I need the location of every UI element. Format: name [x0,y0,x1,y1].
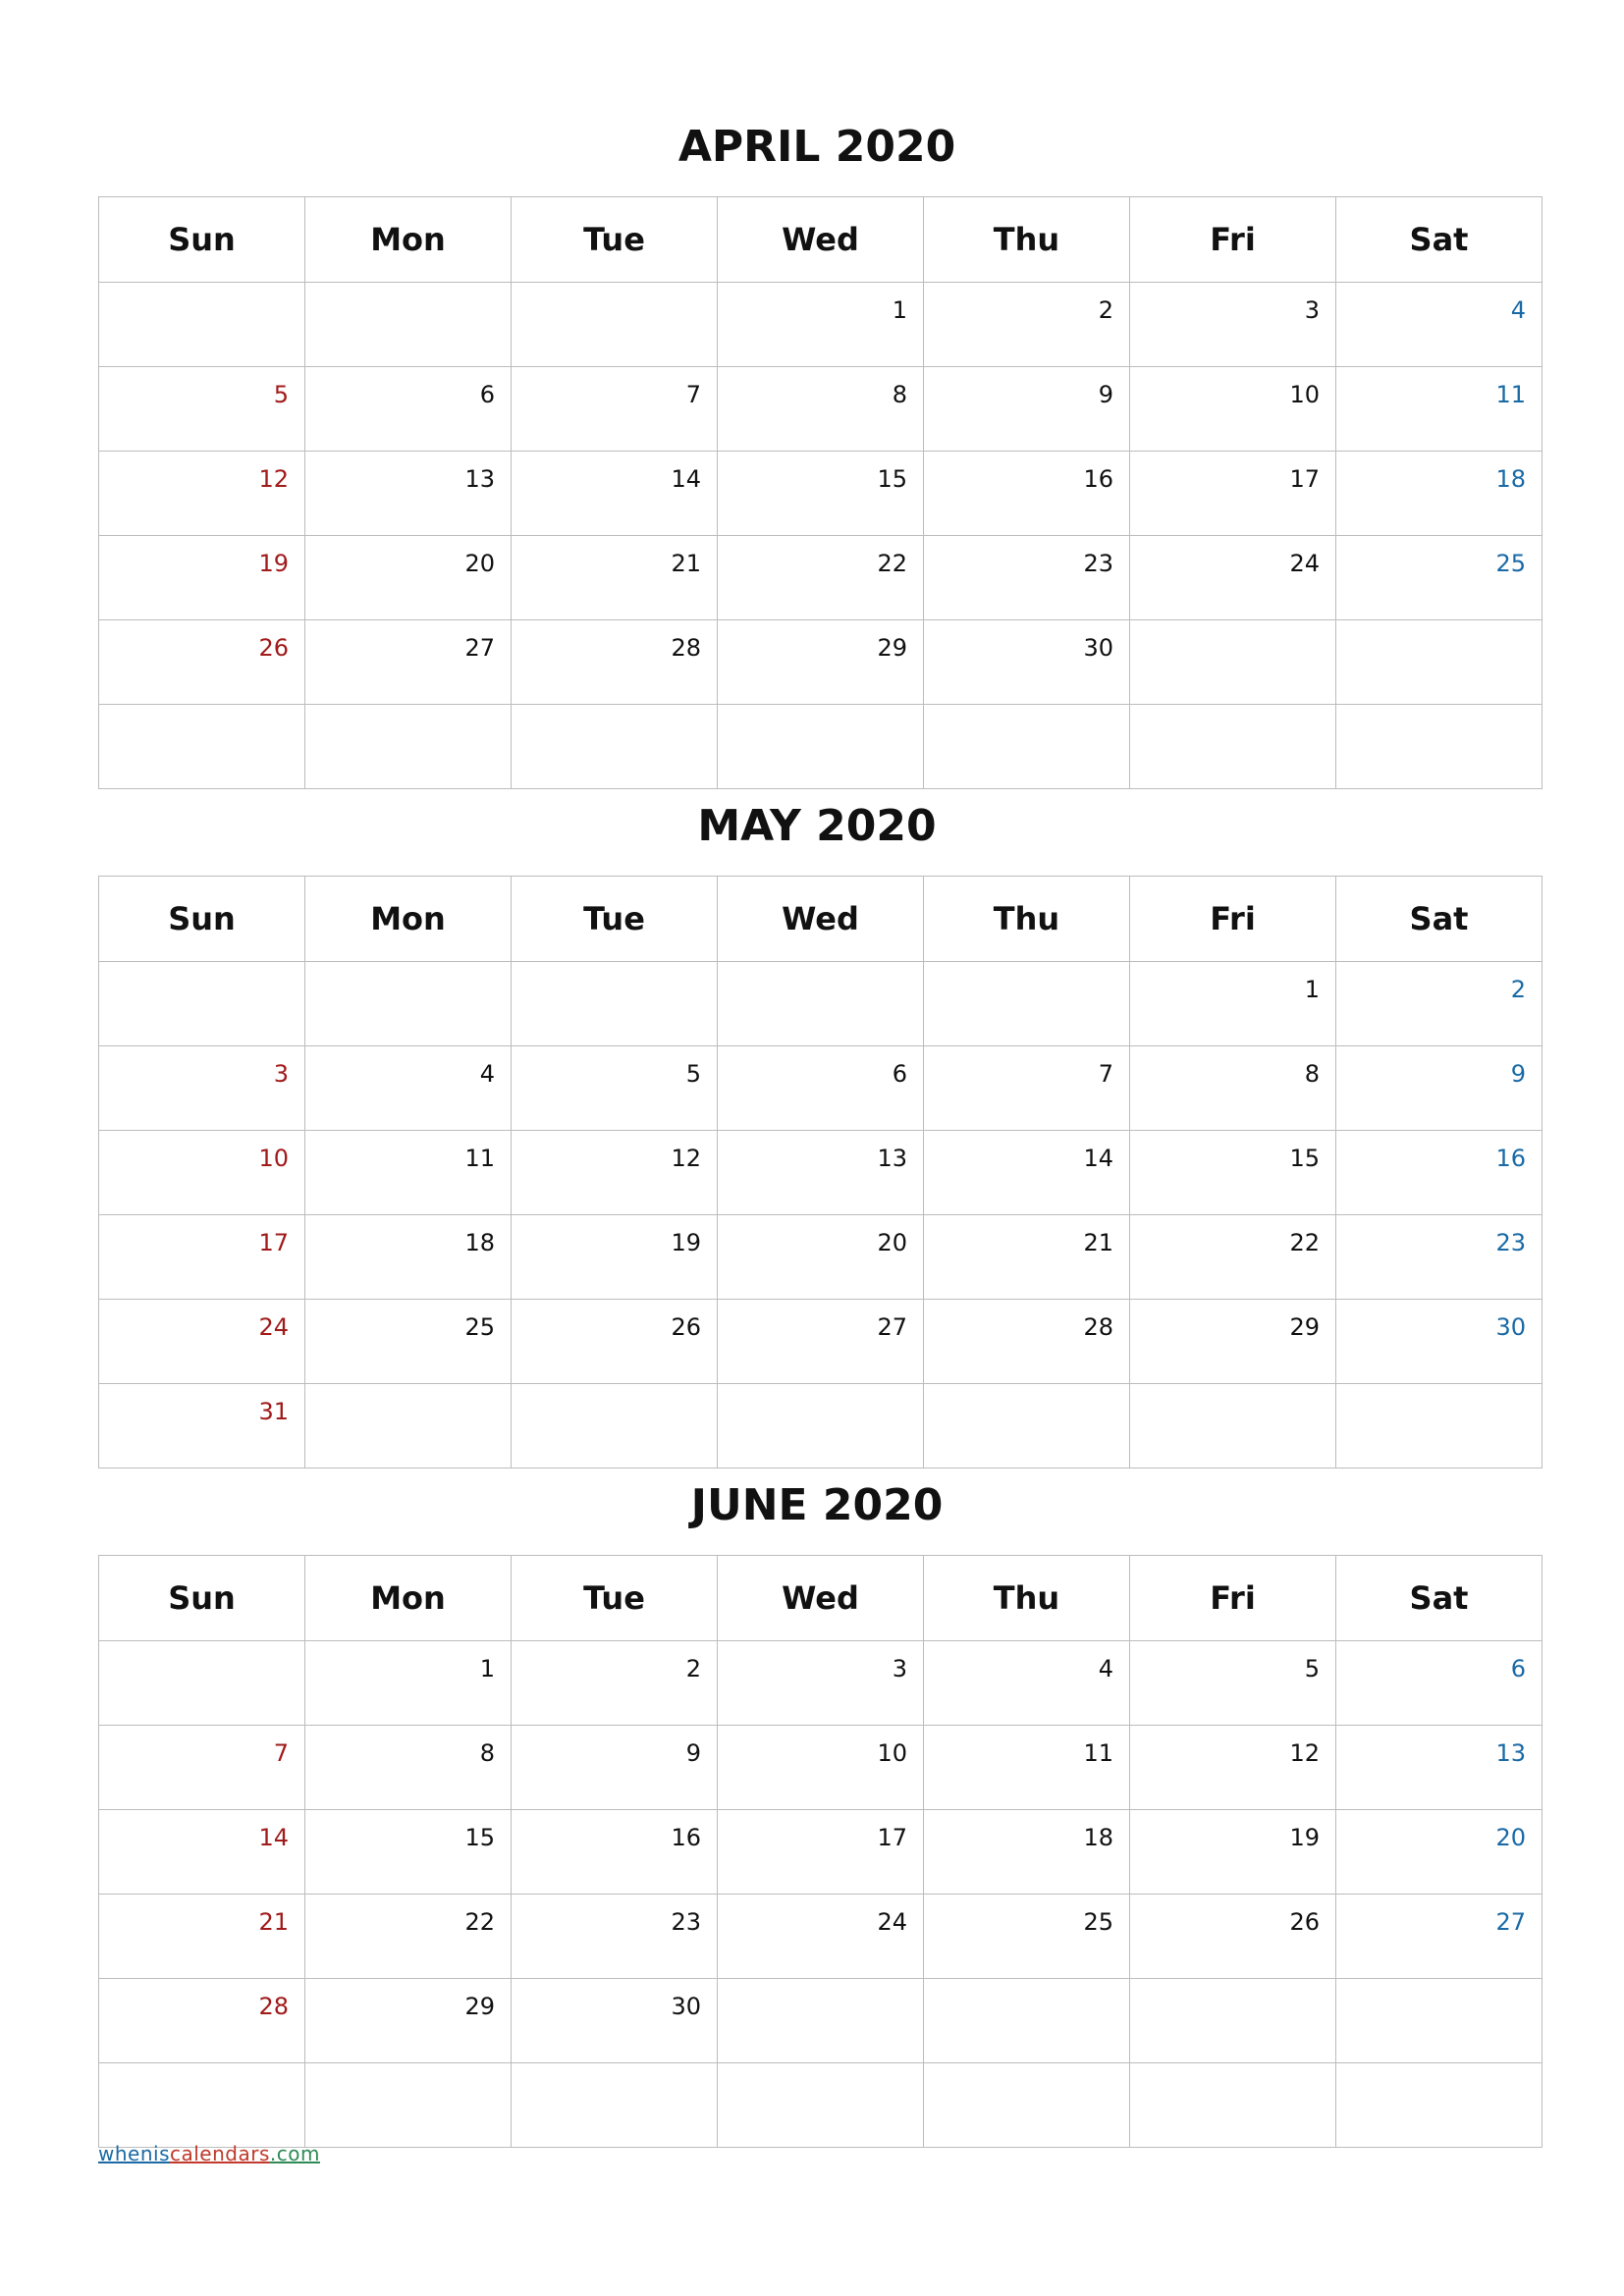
day-number: 19 [258,550,289,577]
week-row [99,962,1543,1046]
weekday-header: Wed [718,877,924,962]
day-number: 25 [464,1313,495,1341]
day-cell[interactable] [1336,2063,1543,2148]
day-cell[interactable] [99,452,305,536]
weekday-header: Sun [99,877,305,962]
day-number: 10 [1289,381,1320,408]
day-number: 2 [1510,976,1526,1003]
day-number [99,283,304,320]
day-number [718,962,923,999]
day-number: 5 [1304,1655,1320,1682]
day-number: 27 [464,634,495,662]
day-number: 24 [258,1313,289,1341]
day-cell[interactable] [718,2063,924,2148]
day-number: 5 [685,1060,701,1088]
day-number: 7 [685,381,701,408]
day-cell[interactable] [1336,367,1543,452]
day-number: 11 [1083,1739,1113,1767]
month-title: JUNE 2020 [690,1480,944,1530]
day-cell[interactable] [924,452,1130,536]
day-number: 20 [877,1229,907,1256]
footer-text-part3: .com [269,2142,320,2165]
day-cell[interactable] [305,1726,512,1810]
day-cell[interactable] [924,1131,1130,1215]
week-row [99,283,1543,367]
day-number: 21 [671,550,701,577]
week-row [99,1810,1543,1895]
day-number [1130,1979,1335,2016]
day-cell[interactable] [305,2063,512,2148]
day-cell[interactable] [1130,536,1336,620]
day-cell[interactable] [718,1215,924,1300]
weekday-header: Tue [512,877,718,962]
day-number: 7 [1098,1060,1113,1088]
day-number: 6 [892,1060,907,1088]
day-cell[interactable] [1130,2063,1336,2148]
day-number [1336,620,1542,658]
week-row [99,1131,1543,1215]
day-cell[interactable] [512,2063,718,2148]
weekday-header: Thu [924,877,1130,962]
day-cell[interactable] [924,1046,1130,1131]
day-number: 22 [877,550,907,577]
day-cell[interactable] [718,962,924,1046]
day-number: 31 [258,1398,289,1425]
day-cell[interactable] [512,1895,718,1979]
day-cell[interactable] [1130,1131,1336,1215]
day-number: 5 [273,381,289,408]
day-number: 14 [1083,1145,1113,1172]
day-cell[interactable] [924,1810,1130,1895]
weekday-header: Mon [305,1556,512,1641]
day-cell[interactable] [99,1979,305,2063]
day-cell[interactable] [1336,1641,1543,1726]
day-number: 12 [258,465,289,493]
day-cell[interactable] [1130,283,1336,367]
day-number: 4 [1510,296,1526,324]
day-number [99,962,304,999]
day-number: 16 [671,1824,701,1851]
day-number: 9 [685,1739,701,1767]
day-cell[interactable] [305,452,512,536]
day-cell[interactable] [1336,1046,1543,1131]
footer-link[interactable] [98,2142,320,2165]
day-cell[interactable] [718,536,924,620]
weekday-header-row [99,877,1543,962]
day-cell[interactable] [99,1895,305,1979]
week-row [99,1641,1543,1726]
day-number [1336,1979,1542,2016]
day-cell[interactable] [1130,1810,1336,1895]
day-number: 2 [1098,296,1113,324]
day-cell[interactable] [305,1131,512,1215]
day-number: 11 [464,1145,495,1172]
day-cell[interactable] [1130,452,1336,536]
day-number [512,962,717,999]
day-cell[interactable] [924,536,1130,620]
day-number: 18 [464,1229,495,1256]
day-cell[interactable] [718,1726,924,1810]
day-number: 27 [877,1313,907,1341]
day-cell[interactable] [99,1726,305,1810]
day-cell[interactable] [99,367,305,452]
day-number [1130,2063,1335,2101]
day-cell[interactable] [99,1215,305,1300]
day-cell[interactable] [924,1726,1130,1810]
week-row [99,536,1543,620]
day-number [718,1979,923,2016]
weekday-header: Thu [924,1556,1130,1641]
weekday-header: Fri [1130,877,1336,962]
day-cell[interactable] [1130,367,1336,452]
day-cell[interactable] [512,1641,718,1726]
day-cell[interactable] [305,283,512,367]
weekday-header: Tue [512,1556,718,1641]
day-cell[interactable] [1336,1215,1543,1300]
day-number: 4 [479,1060,495,1088]
week-row [99,1895,1543,1979]
day-number: 23 [1495,1229,1526,1256]
day-number: 12 [1289,1739,1320,1767]
day-number [99,1641,304,1679]
weekday-header: Mon [305,197,512,283]
day-number: 26 [258,634,289,662]
day-cell[interactable] [924,1215,1130,1300]
day-cell[interactable] [99,962,305,1046]
day-number: 25 [1083,1908,1113,1936]
day-cell[interactable] [1336,536,1543,620]
day-number: 15 [877,465,907,493]
week-row [99,1979,1543,2063]
day-number: 22 [464,1908,495,1936]
day-cell[interactable] [512,283,718,367]
day-number [924,962,1129,999]
day-cell[interactable] [924,367,1130,452]
weekday-header: Fri [1130,1556,1336,1641]
day-number: 27 [1495,1908,1526,1936]
weekday-header-row [99,1556,1543,1641]
day-number: 20 [1495,1824,1526,1851]
day-number: 15 [464,1824,495,1851]
day-number: 17 [258,1229,289,1256]
day-number: 19 [671,1229,701,1256]
day-number: 30 [1083,634,1113,662]
day-cell[interactable] [1130,1979,1336,2063]
day-number: 13 [877,1145,907,1172]
day-number: 2 [685,1655,701,1682]
footer-text-part2: calendars [170,2142,270,2165]
day-number: 24 [877,1908,907,1936]
day-cell[interactable] [512,1810,718,1895]
day-cell[interactable] [99,1131,305,1215]
week-row [99,367,1543,452]
day-cell[interactable] [1130,1726,1336,1810]
week-row [99,1215,1543,1300]
week-row [99,1726,1543,1810]
day-cell[interactable] [718,283,924,367]
day-number: 29 [1289,1313,1320,1341]
week-row [99,452,1543,536]
day-cell[interactable] [99,1810,305,1895]
day-cell[interactable] [718,1979,924,2063]
weekday-header: Fri [1130,197,1336,283]
day-number: 8 [479,1739,495,1767]
week-row [99,1046,1543,1131]
day-cell[interactable] [512,452,718,536]
day-number [512,283,717,320]
day-cell[interactable] [512,1215,718,1300]
day-number [305,2063,511,2101]
day-number: 21 [258,1908,289,1936]
calendar-grid [98,1555,1543,2148]
day-number [1336,2063,1542,2101]
day-number: 7 [273,1739,289,1767]
day-number: 19 [1289,1824,1320,1851]
day-number: 30 [1495,1313,1526,1341]
day-cell[interactable] [718,1131,924,1215]
day-cell[interactable] [924,1895,1130,1979]
day-number: 26 [671,1313,701,1341]
month-title: APRIL 2020 [677,122,956,172]
day-cell[interactable] [718,1046,924,1131]
day-number: 17 [1289,465,1320,493]
day-number [305,283,511,320]
day-cell[interactable] [1130,1215,1336,1300]
weekday-header: Sun [99,1556,305,1641]
day-cell[interactable] [305,1810,512,1895]
day-number: 28 [258,1993,289,2020]
day-number: 13 [464,465,495,493]
day-number: 14 [671,465,701,493]
day-number: 15 [1289,1145,1320,1172]
day-number [99,2063,304,2101]
day-cell[interactable] [99,536,305,620]
day-number: 13 [1495,1739,1526,1767]
day-cell[interactable] [99,1046,305,1131]
day-cell[interactable] [1336,1979,1543,2063]
day-cell[interactable] [512,1046,718,1131]
day-cell[interactable] [305,1641,512,1726]
day-number: 3 [1304,296,1320,324]
day-cell[interactable] [305,367,512,452]
day-cell[interactable] [305,1046,512,1131]
day-number: 6 [479,381,495,408]
day-number: 9 [1098,381,1113,408]
weekday-header: Mon [305,877,512,962]
month-title: MAY 2020 [697,801,937,851]
day-cell[interactable] [1336,1810,1543,1895]
day-cell[interactable] [718,1810,924,1895]
day-cell[interactable] [924,2063,1130,2148]
day-number: 1 [892,296,907,324]
day-cell[interactable] [305,1215,512,1300]
day-cell[interactable] [1130,962,1336,1046]
day-cell[interactable] [718,1895,924,1979]
week-row [99,2063,1543,2148]
day-number: 10 [877,1739,907,1767]
footer-text-part1: whenis [98,2142,170,2165]
day-cell[interactable] [512,1726,718,1810]
day-number: 10 [258,1145,289,1172]
day-number: 16 [1083,465,1113,493]
weekday-header: Sun [99,197,305,283]
day-number: 28 [1083,1313,1113,1341]
day-number [1130,620,1335,658]
day-number: 3 [892,1655,907,1682]
day-cell[interactable] [924,1641,1130,1726]
day-number [924,1979,1129,2016]
day-cell[interactable] [512,536,718,620]
weekday-header: Sat [1336,197,1543,283]
day-number: 29 [464,1993,495,2020]
day-number: 17 [877,1824,907,1851]
day-number: 29 [877,634,907,662]
day-cell[interactable] [718,452,924,536]
day-number: 26 [1289,1908,1320,1936]
month-may [98,679,1536,1468]
day-cell[interactable] [305,536,512,620]
day-cell[interactable] [1130,1895,1336,1979]
day-number: 22 [1289,1229,1320,1256]
day-number: 9 [1510,1060,1526,1088]
day-cell[interactable] [1130,1641,1336,1726]
day-cell[interactable] [1336,1895,1543,1979]
day-number: 30 [671,1993,701,2020]
day-cell[interactable] [924,1979,1130,2063]
day-number: 16 [1495,1145,1526,1172]
day-cell[interactable] [1336,962,1543,1046]
day-number: 4 [1098,1655,1113,1682]
day-number: 8 [892,381,907,408]
day-cell[interactable] [718,367,924,452]
day-cell[interactable] [305,1979,512,2063]
day-number: 18 [1083,1824,1113,1851]
weekday-header: Sat [1336,877,1543,962]
day-cell[interactable] [305,1895,512,1979]
weekday-header: Sat [1336,1556,1543,1641]
day-number [718,2063,923,2101]
day-cell[interactable] [512,367,718,452]
day-number: 23 [671,1908,701,1936]
day-number: 1 [479,1655,495,1682]
day-number: 28 [671,634,701,662]
day-cell[interactable] [1336,1131,1543,1215]
weekday-header-row [99,197,1543,283]
day-number: 23 [1083,550,1113,577]
day-number: 20 [464,550,495,577]
day-number: 24 [1289,550,1320,577]
day-number [924,2063,1129,2101]
weekday-header: Wed [718,197,924,283]
day-cell[interactable] [1130,1046,1336,1131]
day-number: 12 [671,1145,701,1172]
month-june [98,1359,1536,2148]
day-cell[interactable] [512,1979,718,2063]
day-number: 25 [1495,550,1526,577]
day-cell[interactable] [1336,452,1543,536]
day-number: 6 [1510,1655,1526,1682]
day-cell[interactable] [718,1641,924,1726]
day-cell[interactable] [924,283,1130,367]
day-cell[interactable] [1336,1726,1543,1810]
weekday-header: Tue [512,197,718,283]
day-cell[interactable] [924,962,1130,1046]
day-cell[interactable] [99,2063,305,2148]
day-cell[interactable] [305,962,512,1046]
day-number: 21 [1083,1229,1113,1256]
day-cell[interactable] [99,283,305,367]
day-cell[interactable] [512,962,718,1046]
day-number: 3 [273,1060,289,1088]
day-cell[interactable] [99,1641,305,1726]
day-number [305,962,511,999]
day-number: 8 [1304,1060,1320,1088]
day-number: 14 [258,1824,289,1851]
day-cell[interactable] [1336,283,1543,367]
weekday-header: Wed [718,1556,924,1641]
weekday-header: Thu [924,197,1130,283]
day-number: 18 [1495,465,1526,493]
day-number: 1 [1304,976,1320,1003]
month-april [98,0,1536,789]
day-number [512,2063,717,2101]
day-number: 11 [1495,381,1526,408]
day-cell[interactable] [512,1131,718,1215]
